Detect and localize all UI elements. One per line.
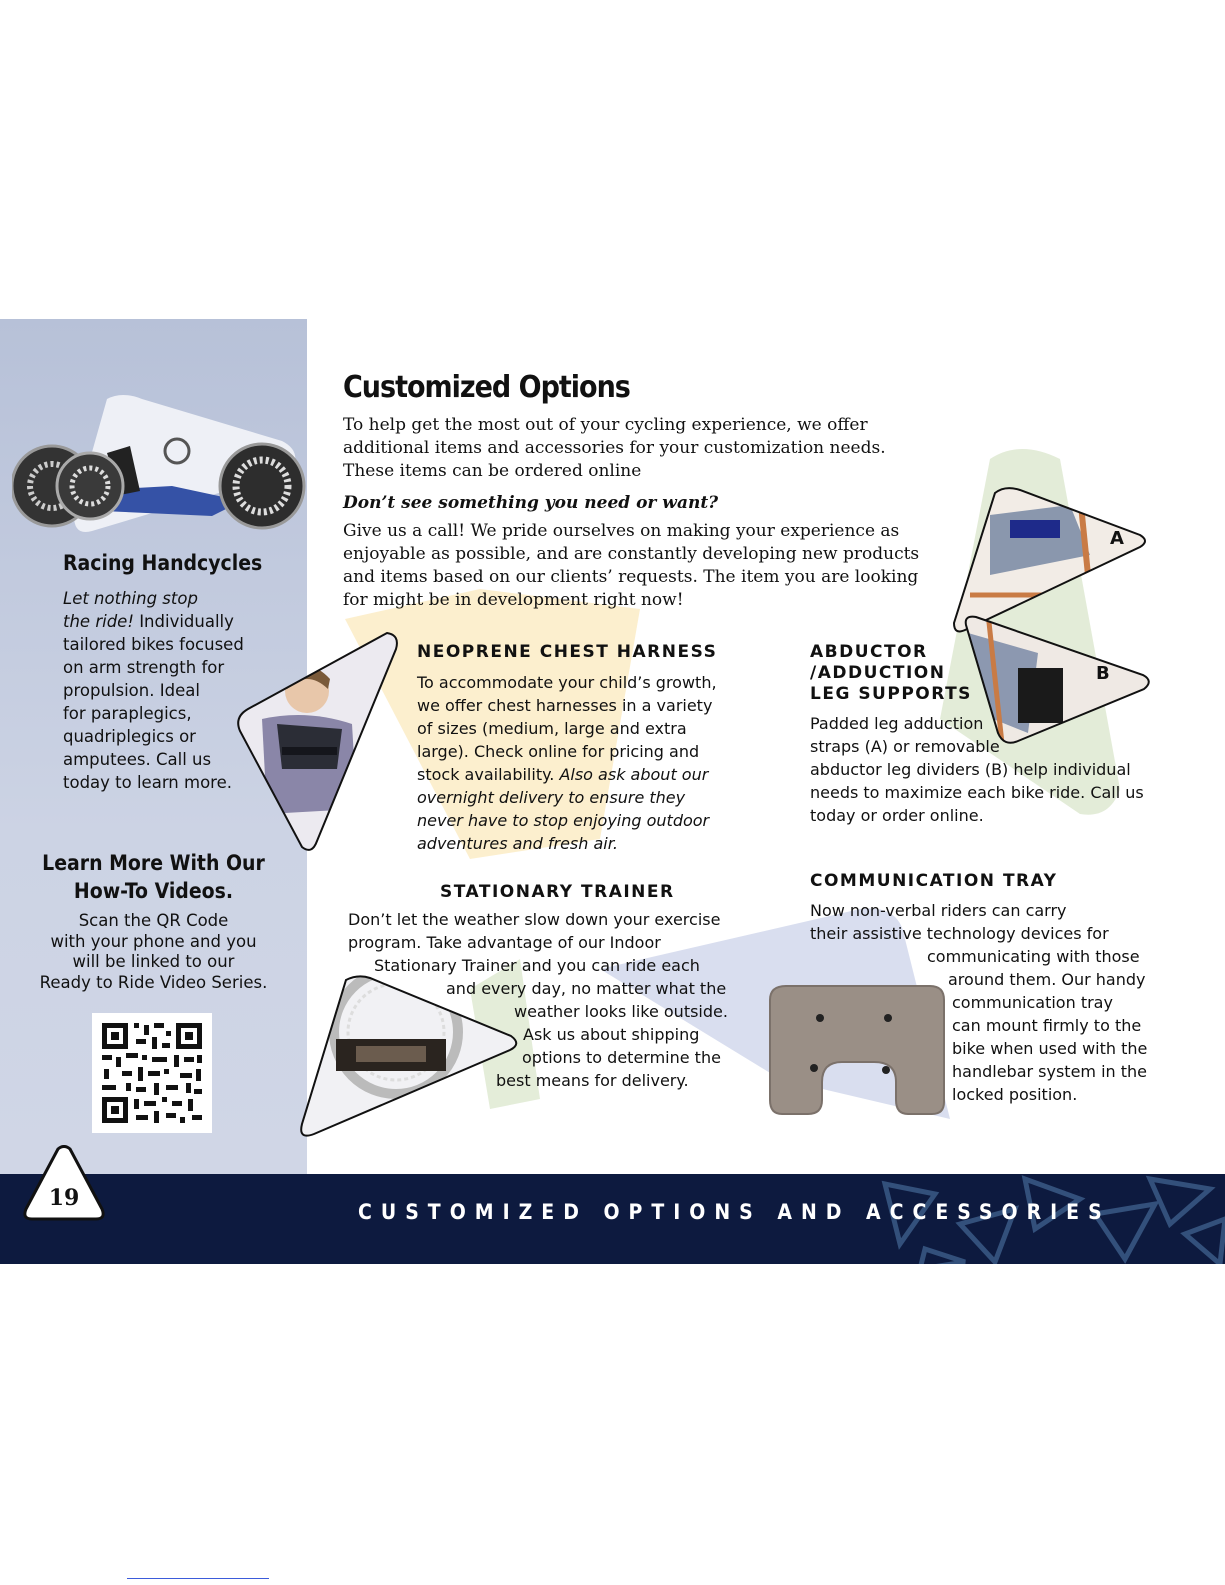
racing-line-2b: Individually [139,612,234,631]
abductor-title [810,642,972,705]
qr-code[interactable] [92,1013,212,1133]
intro-line-1: To help get the most out of your cycling experience, we offer [343,415,868,435]
brochure-page [0,319,1225,1264]
intro-line-3: These items can be ordered online [343,461,642,481]
abductor-title-2: /ADDUCTION [810,663,946,683]
tray-line-8: handlebar system in the [952,1062,1148,1081]
tray-line-6: can mount firmly to the [952,1016,1142,1035]
callout-line-2: enjoyable as possible, and are constantly developing new products [343,544,920,564]
harness-line-2: we offer chest harnesses in a variety [417,696,713,715]
tray-line-2: their assistive technology devices for [810,924,1109,943]
racing-line-8: amputees. Call us [63,750,212,769]
trainer-line-1: Don’t let the weather slow down your exercise [348,910,721,929]
chest-harness-image [232,629,402,859]
racing-handcycle-image [12,391,312,541]
callout-paragraph [343,520,943,612]
racing-line-5: propulsion. Ideal [63,681,200,700]
stationary-trainer-image [296,974,526,1144]
footer-band [0,1174,1225,1264]
videos-line-2: with your phone and you [50,931,257,951]
bottom-link-underline [127,1578,269,1579]
racing-handcycles-body [63,587,253,794]
racing-line-6: for paraplegics, [63,704,192,723]
harness-italic-2: never have to stop enjoying outdoor [417,811,710,830]
racing-handcycles-title: Racing Handcycles [63,551,263,575]
intro-line-2: additional items and accessories for your customization needs. [343,438,886,458]
communication-tray-image [768,982,948,1142]
tray-line-4: around them. Our handy [948,970,1146,989]
abductor-line-1: Padded leg adduction [810,714,984,733]
tray-line-9: locked position. [952,1085,1078,1104]
trainer-line-8: best means for delivery. [496,1071,689,1090]
intro-paragraph [343,414,943,483]
videos-body [0,911,307,993]
abductor-line-4: needs to maximize each bike ride. Call us [810,783,1144,802]
harness-line-3: of sizes (medium, large and extra [417,719,687,738]
racing-line-4: on arm strength for [63,658,225,677]
callout-line-3: and items based on our clients’ requests. The item you are looking [343,567,919,587]
videos-line-3: will be linked to our [72,952,235,971]
racing-line-7: quadriplegics or [63,727,196,746]
trainer-line-5: weather looks like outside. [514,1002,728,1021]
question-heading: Don’t see something you need or want? [343,493,719,513]
trainer-line-2: program. Take advantage of our Indoor [348,933,661,952]
label-a: A [1110,528,1124,549]
harness-line-4: large). Check online for pricing and [417,742,700,761]
tray-line-3: communicating with those [927,947,1140,966]
callout-line-4: for might be in development right now! [343,590,684,610]
harness-line-1: To accommodate your child’s growth, [417,673,717,692]
tray-line-1: Now non-verbal riders can carry [810,901,1067,920]
tray-line-5: communication tray [952,993,1113,1012]
abductor-line-5: today or order online. [810,806,984,825]
abductor-line-3: abductor leg dividers (B) help individual [810,760,1131,779]
trainer-line-3: Stationary Trainer and you can ride each [374,956,700,975]
callout-line-1: Give us a call! We pride ourselves on making your experience as [343,521,900,541]
label-b: B [1096,663,1110,684]
racing-line-3: tailored bikes focused [63,635,244,654]
videos-line-4: Ready to Ride Video Series. [39,972,268,992]
racing-line-1: Let nothing stop [63,589,198,608]
abductor-line-2: straps (A) or removable [810,737,1000,756]
videos-title-line-2: How-To Videos. [73,879,234,903]
trainer-line-4: and every day, no matter what the [446,979,727,998]
tray-title: COMMUNICATION TRAY [810,871,1058,891]
harness-italic-1: overnight delivery to ensure they [417,788,686,807]
racing-line-2: the ride! [63,612,134,631]
trainer-line-6: Ask us about shipping [523,1025,700,1044]
trainer-title: STATIONARY TRAINER [440,882,675,902]
tray-line-7: bike when used with the [952,1039,1148,1058]
footer-title: CUSTOMIZED OPTIONS AND ACCESSORIES [358,1200,1111,1224]
page-number-badge [22,1145,106,1227]
abductor-body [810,712,1144,827]
harness-italic-3: adventures and fresh air. [417,834,618,853]
abductor-title-1: ABDUCTOR [810,642,928,662]
racing-line-9: today to learn more. [63,773,232,792]
abductor-title-3: LEG SUPPORTS [810,684,972,704]
page-number: 19 [48,1185,80,1211]
videos-line-1: Scan the QR Code [78,911,229,930]
harness-line-5a: stock availability. [417,765,555,784]
harness-title: NEOPRENE CHEST HARNESS [417,642,718,662]
videos-title-line-1: Learn More With Our [42,851,265,875]
trainer-line-7: options to determine the [522,1048,721,1067]
harness-line-5b: Also ask about our [559,765,709,784]
page-title: Customized Options [343,370,630,405]
harness-body [417,671,717,855]
